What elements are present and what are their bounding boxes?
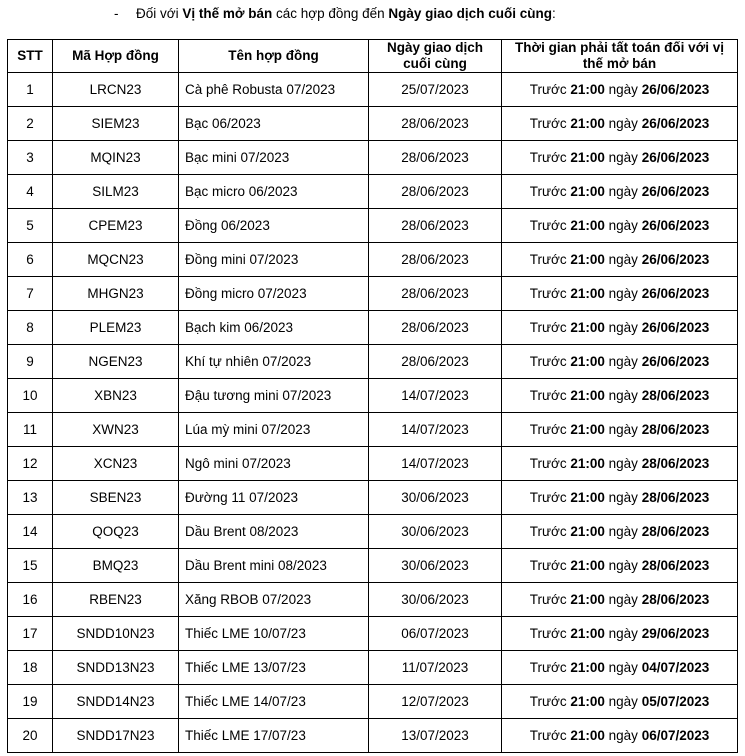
settle-date: 28/06/2023 bbox=[641, 456, 710, 471]
table-header-row bbox=[8, 40, 738, 73]
settle-mid: ngày bbox=[604, 320, 642, 335]
cell-last-trading-day: 30/06/2023 bbox=[369, 481, 502, 515]
cell-contract-name: Khí tự nhiên 07/2023 bbox=[179, 345, 369, 379]
settle-date: 28/06/2023 bbox=[641, 558, 710, 573]
cell-last-trading-day: 14/07/2023 bbox=[369, 447, 502, 481]
table-row bbox=[8, 311, 738, 345]
header-contract-name: Tên hợp đồng bbox=[179, 40, 369, 73]
table-row bbox=[8, 243, 738, 277]
table-row bbox=[8, 379, 738, 413]
settle-prefix: Trước bbox=[529, 660, 571, 675]
settle-mid: ngày bbox=[604, 388, 642, 403]
cell-last-trading-day: 30/06/2023 bbox=[369, 549, 502, 583]
cell-last-trading-day: 28/06/2023 bbox=[369, 311, 502, 345]
settle-time: 21:00 bbox=[570, 150, 605, 165]
table-row bbox=[8, 549, 738, 583]
cell-stt: 5 bbox=[8, 209, 53, 243]
table-row bbox=[8, 651, 738, 685]
table-row bbox=[8, 345, 738, 379]
settle-prefix: Trước bbox=[529, 626, 571, 641]
settle-time: 21:00 bbox=[570, 626, 605, 641]
cell-last-trading-day: 06/07/2023 bbox=[369, 617, 502, 651]
settle-time: 21:00 bbox=[570, 592, 605, 607]
cell-stt: 13 bbox=[8, 481, 53, 515]
settle-mid: ngày bbox=[604, 286, 642, 301]
settle-date: 29/06/2023 bbox=[641, 626, 710, 641]
table-row bbox=[8, 481, 738, 515]
table-row bbox=[8, 617, 738, 651]
settle-date: 26/06/2023 bbox=[641, 116, 710, 131]
cell-settlement-time bbox=[502, 141, 738, 175]
settle-time: 21:00 bbox=[570, 660, 605, 675]
settle-prefix: Trước bbox=[529, 218, 571, 233]
cell-contract-name: Dầu Brent mini 08/2023 bbox=[179, 549, 369, 583]
settle-date: 26/06/2023 bbox=[641, 218, 710, 233]
cell-last-trading-day: 28/06/2023 bbox=[369, 141, 502, 175]
settle-prefix: Trước bbox=[529, 252, 571, 267]
cell-contract-code: SNDD14N23 bbox=[53, 685, 179, 719]
settle-date: 26/06/2023 bbox=[641, 252, 710, 267]
cell-stt: 6 bbox=[8, 243, 53, 277]
settle-time: 21:00 bbox=[570, 422, 605, 437]
cell-settlement-time bbox=[502, 311, 738, 345]
settle-time: 21:00 bbox=[570, 252, 605, 267]
settle-mid: ngày bbox=[604, 82, 642, 97]
cell-last-trading-day: 28/06/2023 bbox=[369, 345, 502, 379]
cell-settlement-time bbox=[502, 617, 738, 651]
cell-contract-code: NGEN23 bbox=[53, 345, 179, 379]
cell-last-trading-day: 28/06/2023 bbox=[369, 107, 502, 141]
cell-last-trading-day: 25/07/2023 bbox=[369, 73, 502, 107]
settle-date: 26/06/2023 bbox=[641, 354, 710, 369]
settle-time: 21:00 bbox=[570, 286, 605, 301]
cell-stt: 14 bbox=[8, 515, 53, 549]
cell-stt: 8 bbox=[8, 311, 53, 345]
cell-stt: 20 bbox=[8, 719, 53, 753]
cell-last-trading-day: 12/07/2023 bbox=[369, 685, 502, 719]
cell-last-trading-day: 30/06/2023 bbox=[369, 583, 502, 617]
cell-stt: 18 bbox=[8, 651, 53, 685]
settle-prefix: Trước bbox=[529, 694, 571, 709]
settle-time: 21:00 bbox=[570, 490, 605, 505]
table-row bbox=[8, 719, 738, 753]
cell-stt: 11 bbox=[8, 413, 53, 447]
cell-contract-code: SNDD17N23 bbox=[53, 719, 179, 753]
settle-prefix: Trước bbox=[529, 456, 571, 471]
cell-contract-name: Xăng RBOB 07/2023 bbox=[179, 583, 369, 617]
cell-last-trading-day: 28/06/2023 bbox=[369, 277, 502, 311]
table-body bbox=[8, 73, 738, 753]
cell-contract-name: Đậu tương mini 07/2023 bbox=[179, 379, 369, 413]
settle-date: 04/07/2023 bbox=[641, 660, 710, 675]
cell-contract-name: Đồng mini 07/2023 bbox=[179, 243, 369, 277]
cell-contract-code: CPEM23 bbox=[53, 209, 179, 243]
table-row bbox=[8, 277, 738, 311]
cell-contract-code: MHGN23 bbox=[53, 277, 179, 311]
settle-mid: ngày bbox=[604, 592, 642, 607]
cell-stt: 10 bbox=[8, 379, 53, 413]
cell-contract-name: Thiếc LME 14/07/23 bbox=[179, 685, 369, 719]
settle-mid: ngày bbox=[604, 728, 642, 743]
table-row bbox=[8, 209, 738, 243]
header-settlement-time: Thời gian phải tất toán đối với vị thế mở bán bbox=[502, 40, 738, 73]
cell-stt: 19 bbox=[8, 685, 53, 719]
cell-settlement-time bbox=[502, 209, 738, 243]
cell-contract-code: PLEM23 bbox=[53, 311, 179, 345]
settle-mid: ngày bbox=[604, 116, 642, 131]
settle-time: 21:00 bbox=[570, 184, 605, 199]
settle-mid: ngày bbox=[604, 694, 642, 709]
cell-stt: 7 bbox=[8, 277, 53, 311]
settle-time: 21:00 bbox=[570, 388, 605, 403]
cell-stt: 1 bbox=[8, 73, 53, 107]
settle-mid: ngày bbox=[604, 558, 642, 573]
settle-prefix: Trước bbox=[529, 320, 571, 335]
cell-contract-name: Bạch kim 06/2023 bbox=[179, 311, 369, 345]
cell-contract-code: SNDD10N23 bbox=[53, 617, 179, 651]
cell-contract-name: Bạc micro 06/2023 bbox=[179, 175, 369, 209]
settle-date: 26/06/2023 bbox=[641, 184, 710, 199]
cell-contract-name: Cà phê Robusta 07/2023 bbox=[179, 73, 369, 107]
settle-mid: ngày bbox=[604, 524, 642, 539]
settle-mid: ngày bbox=[604, 218, 642, 233]
settle-mid: ngày bbox=[604, 660, 642, 675]
settle-prefix: Trước bbox=[529, 82, 571, 97]
cell-settlement-time bbox=[502, 345, 738, 379]
settle-time: 21:00 bbox=[570, 558, 605, 573]
cell-last-trading-day: 30/06/2023 bbox=[369, 515, 502, 549]
settle-date: 26/06/2023 bbox=[641, 286, 710, 301]
settle-time: 21:00 bbox=[570, 218, 605, 233]
table-row bbox=[8, 685, 738, 719]
settle-date: 26/06/2023 bbox=[641, 82, 710, 97]
intro-bold-position: Vị thế mở bán bbox=[182, 6, 273, 21]
cell-settlement-time bbox=[502, 379, 738, 413]
cell-stt: 16 bbox=[8, 583, 53, 617]
cell-stt: 4 bbox=[8, 175, 53, 209]
cell-settlement-time bbox=[502, 685, 738, 719]
table-row bbox=[8, 73, 738, 107]
table-row bbox=[8, 413, 738, 447]
cell-settlement-time bbox=[502, 243, 738, 277]
settle-prefix: Trước bbox=[529, 490, 571, 505]
settle-time: 21:00 bbox=[570, 82, 605, 97]
settle-mid: ngày bbox=[604, 626, 642, 641]
cell-contract-name: Lúa mỳ mini 07/2023 bbox=[179, 413, 369, 447]
settle-date: 26/06/2023 bbox=[641, 150, 710, 165]
settle-time: 21:00 bbox=[570, 116, 605, 131]
cell-contract-name: Dầu Brent 08/2023 bbox=[179, 515, 369, 549]
settle-prefix: Trước bbox=[529, 150, 571, 165]
settle-time: 21:00 bbox=[570, 694, 605, 709]
cell-stt: 15 bbox=[8, 549, 53, 583]
intro-prefix: Đối với bbox=[136, 6, 183, 21]
cell-contract-name: Thiếc LME 13/07/23 bbox=[179, 651, 369, 685]
intro-line bbox=[114, 5, 556, 23]
cell-settlement-time bbox=[502, 447, 738, 481]
cell-stt: 17 bbox=[8, 617, 53, 651]
cell-stt: 3 bbox=[8, 141, 53, 175]
cell-contract-code: SILM23 bbox=[53, 175, 179, 209]
settle-date: 26/06/2023 bbox=[641, 320, 710, 335]
settle-prefix: Trước bbox=[529, 422, 571, 437]
cell-contract-name: Thiếc LME 17/07/23 bbox=[179, 719, 369, 753]
cell-contract-code: SBEN23 bbox=[53, 481, 179, 515]
cell-contract-code: QOQ23 bbox=[53, 515, 179, 549]
settle-date: 28/06/2023 bbox=[641, 388, 710, 403]
settle-prefix: Trước bbox=[529, 116, 571, 131]
intro-suffix: : bbox=[551, 6, 556, 21]
settle-mid: ngày bbox=[604, 354, 642, 369]
settle-time: 21:00 bbox=[570, 354, 605, 369]
intro-middle: các hợp đồng đến bbox=[272, 6, 389, 21]
settle-mid: ngày bbox=[604, 252, 642, 267]
cell-last-trading-day: 11/07/2023 bbox=[369, 651, 502, 685]
cell-settlement-time bbox=[502, 107, 738, 141]
cell-settlement-time bbox=[502, 651, 738, 685]
cell-last-trading-day: 28/06/2023 bbox=[369, 243, 502, 277]
settle-date: 28/06/2023 bbox=[641, 422, 710, 437]
cell-settlement-time bbox=[502, 515, 738, 549]
settle-date: 06/07/2023 bbox=[641, 728, 710, 743]
header-stt: STT bbox=[8, 40, 53, 73]
cell-last-trading-day: 28/06/2023 bbox=[369, 209, 502, 243]
table-row bbox=[8, 447, 738, 481]
settle-prefix: Trước bbox=[529, 728, 571, 743]
cell-stt: 2 bbox=[8, 107, 53, 141]
cell-contract-code: RBEN23 bbox=[53, 583, 179, 617]
cell-settlement-time bbox=[502, 719, 738, 753]
cell-contract-code: MQIN23 bbox=[53, 141, 179, 175]
cell-settlement-time bbox=[502, 175, 738, 209]
cell-contract-name: Đồng 06/2023 bbox=[179, 209, 369, 243]
header-contract-code: Mã Hợp đồng bbox=[53, 40, 179, 73]
settle-mid: ngày bbox=[604, 184, 642, 199]
settle-prefix: Trước bbox=[529, 558, 571, 573]
cell-contract-code: XWN23 bbox=[53, 413, 179, 447]
cell-contract-name: Thiếc LME 10/07/23 bbox=[179, 617, 369, 651]
cell-contract-code: BMQ23 bbox=[53, 549, 179, 583]
settle-mid: ngày bbox=[604, 150, 642, 165]
settle-time: 21:00 bbox=[570, 456, 605, 471]
cell-contract-code: XCN23 bbox=[53, 447, 179, 481]
settle-prefix: Trước bbox=[529, 354, 571, 369]
table-row bbox=[8, 141, 738, 175]
cell-stt: 9 bbox=[8, 345, 53, 379]
settle-prefix: Trước bbox=[529, 286, 571, 301]
cell-settlement-time bbox=[502, 73, 738, 107]
cell-contract-code: MQCN23 bbox=[53, 243, 179, 277]
settle-date: 28/06/2023 bbox=[641, 524, 710, 539]
cell-last-trading-day: 28/06/2023 bbox=[369, 175, 502, 209]
cell-last-trading-day: 13/07/2023 bbox=[369, 719, 502, 753]
settle-time: 21:00 bbox=[570, 728, 605, 743]
settle-date: 05/07/2023 bbox=[641, 694, 710, 709]
settle-prefix: Trước bbox=[529, 388, 571, 403]
cell-contract-name: Ngô mini 07/2023 bbox=[179, 447, 369, 481]
settle-prefix: Trước bbox=[529, 592, 571, 607]
cell-stt: 12 bbox=[8, 447, 53, 481]
table-row bbox=[8, 107, 738, 141]
settle-mid: ngày bbox=[604, 456, 642, 471]
cell-contract-name: Đồng micro 07/2023 bbox=[179, 277, 369, 311]
cell-settlement-time bbox=[502, 583, 738, 617]
bullet-dash: - bbox=[114, 6, 119, 21]
cell-settlement-time bbox=[502, 481, 738, 515]
contracts-table bbox=[7, 39, 738, 753]
cell-contract-code: SIEM23 bbox=[53, 107, 179, 141]
settle-time: 21:00 bbox=[570, 524, 605, 539]
intro-bold-lastday: Ngày giao dịch cuối cùng bbox=[388, 6, 552, 21]
settle-time: 21:00 bbox=[570, 320, 605, 335]
cell-contract-code: LRCN23 bbox=[53, 73, 179, 107]
cell-contract-code: SNDD13N23 bbox=[53, 651, 179, 685]
cell-contract-name: Bạc 06/2023 bbox=[179, 107, 369, 141]
table-row bbox=[8, 515, 738, 549]
cell-last-trading-day: 14/07/2023 bbox=[369, 413, 502, 447]
table-row bbox=[8, 583, 738, 617]
cell-settlement-time bbox=[502, 413, 738, 447]
settle-mid: ngày bbox=[604, 422, 642, 437]
cell-settlement-time bbox=[502, 277, 738, 311]
cell-settlement-time bbox=[502, 549, 738, 583]
header-last-trading-day: Ngày giao dịch cuối cùng bbox=[369, 40, 502, 73]
cell-contract-name: Đường 11 07/2023 bbox=[179, 481, 369, 515]
cell-contract-code: XBN23 bbox=[53, 379, 179, 413]
settle-date: 28/06/2023 bbox=[641, 592, 710, 607]
table-row bbox=[8, 175, 738, 209]
settle-date: 28/06/2023 bbox=[641, 490, 710, 505]
cell-contract-name: Bạc mini 07/2023 bbox=[179, 141, 369, 175]
settle-mid: ngày bbox=[604, 490, 642, 505]
settle-prefix: Trước bbox=[529, 184, 571, 199]
cell-last-trading-day: 14/07/2023 bbox=[369, 379, 502, 413]
settle-prefix: Trước bbox=[529, 524, 571, 539]
